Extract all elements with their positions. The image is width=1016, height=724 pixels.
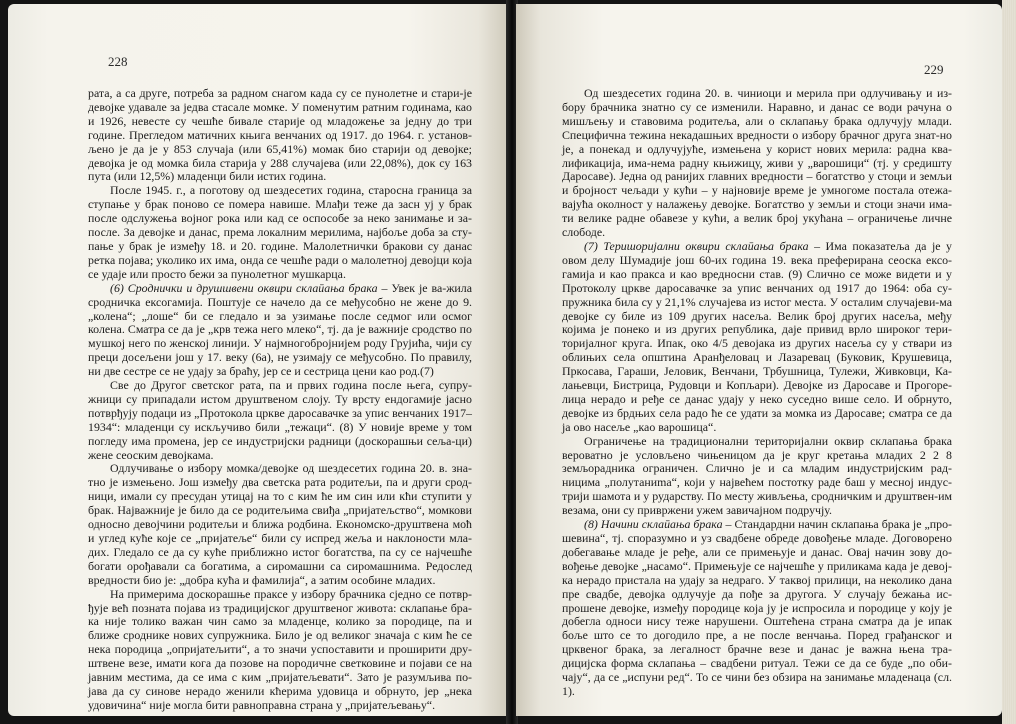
- paragraph: рата, а са друге, потреба за радном снагом када су се пунолетне и стари-је девојке удавале за једва стасале момке. У поменутим ратним годинама, као и 1926, невесте су чешће бивале старије од младожење за једну до три године. Прегледом матичних књига венчаних од 1917. до 1964. г. установ-љено је да је у 853 случаја (или 65,41%) момак био старији од девојке; девојка је од момка била старија у 288 случајева (или 22,08%), док су 163 пута (или 12,5%) младенци били истих година.: [88, 86, 472, 184]
- page-number-left: 228: [108, 54, 128, 69]
- paragraph: Све до Другог светског рата, па и првих година после њега, супру-жници су припадали истом друштвеном слоју. Ту врсту ендогамије јасно потврђују подаци из „Протокола цркве даросавачке за упис венчаних 1917–1934“: младенци су искључиво били „тежаци“. (8) У новије време у том погледу има промена, јер се индустријски радници (доскорашњи сеља-ци) жене сеоским девојкама.: [88, 378, 472, 462]
- paragraph-body: – Стандардни начин склапања брака је „про-шевина“, тј. споразумно и уз свадбене обреде довођење младе. Договорено добегавање младе је ређе, али се примењује и данас. Овај начин зову до-вођење девојке „насамо“. Примењује се најчешће у приликама када је девој-ка нерадо пристала на удају за недраго. У таквој прилици, на неколико дана пре свадбе, девојка одлучује да пође за другога. У случају бежања ис-прошене девојке, између породице која ју је испросила и породице у коју је добегла односи нису теже нарушени. Оштећена страна сматра да је ипак боље што се то догодило пре, а не после венчања. Поред грађанског и црквеног брака, за легалност брачне везе и данас је важна њена тра-дицијска форма склапања – свадбени ритуал. Тежи се да се буде „по оби-чају“, да се „испуни ред“. То се чини без обзира на занимање младенаца (сл. 1).: [562, 517, 952, 698]
- paragraph: Од шездесетих година 20. в. чиниоци и мерила при одлучивању и из-бору брачника знатно су се изменили. Наравно, и данас се води рачуна о мишљењу и ставовима родитеља, али о склапању брака одлучују млади. Специфична тежина некадашњих вредности о избору брачног друга знат-но је, а понекад и одлучујуће, измењена у корист нових мерила: радна ква-лификација, има-нема радну књижицу, живи у „варошици“ (тј. у средишту Даросаве). Једна од ранијих главних вредности – богатство у стоци и земљи и бројност чељади у кући – у најновије време је умногоме постала отежа-вајућа околност у налажењу девојке. Богатство у земљи и стоци значи има-ти велике радне обавезе у кући, а велик број укућана – ограничење личне слободе.: [562, 86, 952, 240]
- paragraph-body: – Увек је ва-жила сродничка ексогамија. Поштује се начело да се међусобно не жене до 9. „колена“; „лоше“ би се гледало и за узимање после седмог или осмог колена. Сматра се да је „крв тежа него млеко“, тј. да је важније сродство по мушкој него по женској линији. У најмногобројнијем роду Грујића, чији су преци досељени још у 17. веку (6а), не узимају се међусобно. По правилу, ни две сестре се не удају за браћу, јер се и сестрица цени као род.(7): [88, 280, 472, 379]
- section-heading: (8) Начини склаӣања брака: [584, 517, 723, 532]
- section-heading: (7) Терuшорuјалнu оквuрu склаӣања брака: [584, 238, 809, 253]
- paragraph: На примерима доскорашње праксе у избору брачника сједно се потвр-ђује већ позната појава из традицијског друштвеног живота: склапање бра-ка није толико важан чин само за младенце, колико за породице, па и ближе сроднике нових супружника. Било је од великог значаја с ким ће се нека породица „опријатељити“, а то значи успоставити и проширити дру-штвене везе, имати кога да позове на породичне светковине и појави се на јавним местима, да се има с ким „пријатељевати“. Зато је разумљива по-јава да су синове нерадо женили кћерима удовица и обрнуто, јер „нека удовичина“ није могла бити равноправна страна у „пријатељевању“.: [88, 586, 472, 712]
- right-page: [516, 4, 1002, 716]
- paragraph: [562, 518, 952, 699]
- right-page-text: [562, 87, 952, 699]
- section-heading: (6) Сродничкu u друшшвенu оквирu склаӣања брака: [110, 280, 378, 295]
- paragraph-body: – Има показатеља да је у овом делу Шумадије још 60-их година 19. века преферирана сеоска ексо-гамија и као пракса и као вредносни став. (9) Слично се може видети и у Протоколу цркве даросавачке за упис венчаних од 1917 до 1964: оба су-пружника била су у 21,1% случајева из истог места. У осталим случајеви-ма девојке су биле из 109 других насеља. Велик број других насеља, међу којима је понеко и из других република, даје привид врло широког тери-торијалног круга. Ипак, око 4/5 девојака из других насеља су у ствари из облињих села општина Аранђеловац и Лазаревац (Буковик, Крушевица, Пркосава, Гараши, Јеловик, Венчани, Трбушница, Тулежи, Живковци, Ка-лањевци, Бистрица, Рудовци и Копљари). Девојке из Даросаве и Прогоре-лица нерадо и ређе се данас удају у неко суседно више село. И обрнуто, девојке из брдњих села радо ће се удати за момка из Даросаве; сматра се да ја ово насеље „као варошица“.: [562, 238, 952, 434]
- paragraph: Одлучивање о избору момка/девојке од шездесетих година 20. в. зна-тно је измењено. Још између два светска рата родитељи, па и други срод-ници, имали су пресудан утицај на то с ким ће им син или кћи ступити у брак. Најважније је било да се родитељима свиђа „пријатељство“, момкови односно девојчини родитељи и ближа родбина. Економско-друштвена моћ и углед куће које се „пријатеље“ били су испред жеља и наклоности мла-дих. Гледало се да су куће приближно истог богатства, па су се најчешће богати орођавали са богатима, а сиромашни са сиромашнима. Редослед вредности био је: „добра кућа и фамилија“, а затим особине младих.: [88, 461, 472, 587]
- paragraph: [562, 240, 952, 435]
- paragraph: [88, 282, 472, 379]
- paragraph: После 1945. г., а поготову од шездесетих година, старосна граница за ступање у брак поново се померa навише. Млађи теже да засн уј у брак после одслужења војног рока или кад се оспособе за неко занимање и за-после. За девојке и данас, према локалним мерилима, најбоље доба за сту-пање у брак је између 18. и 20. године. Малолетнички бракови су данас ретка појава; уколико их има, онда се чешће ради о малолетној девојци која се удаје или просто бежи за пунолетног мушкарца.: [88, 183, 472, 281]
- left-page: [8, 4, 508, 716]
- paragraph: Ограничење на традиционални територијални оквир склапања брака вероватно је условљено чињеницом да је круг кретања младих 2 2 8 земљорадника ограничен. Слично је и са младим индустријским рад-ницима „полутаниma“, који у највећем постотку раде баш у месној индус-трији шамота и у рударству. По месту живљења, сродничким и друштвен-им везама, они су привржени ужем завичајном подручју.: [562, 433, 952, 518]
- left-page-text: [88, 87, 472, 713]
- page-edges: [1002, 0, 1016, 724]
- page-number-right: 229: [924, 62, 944, 77]
